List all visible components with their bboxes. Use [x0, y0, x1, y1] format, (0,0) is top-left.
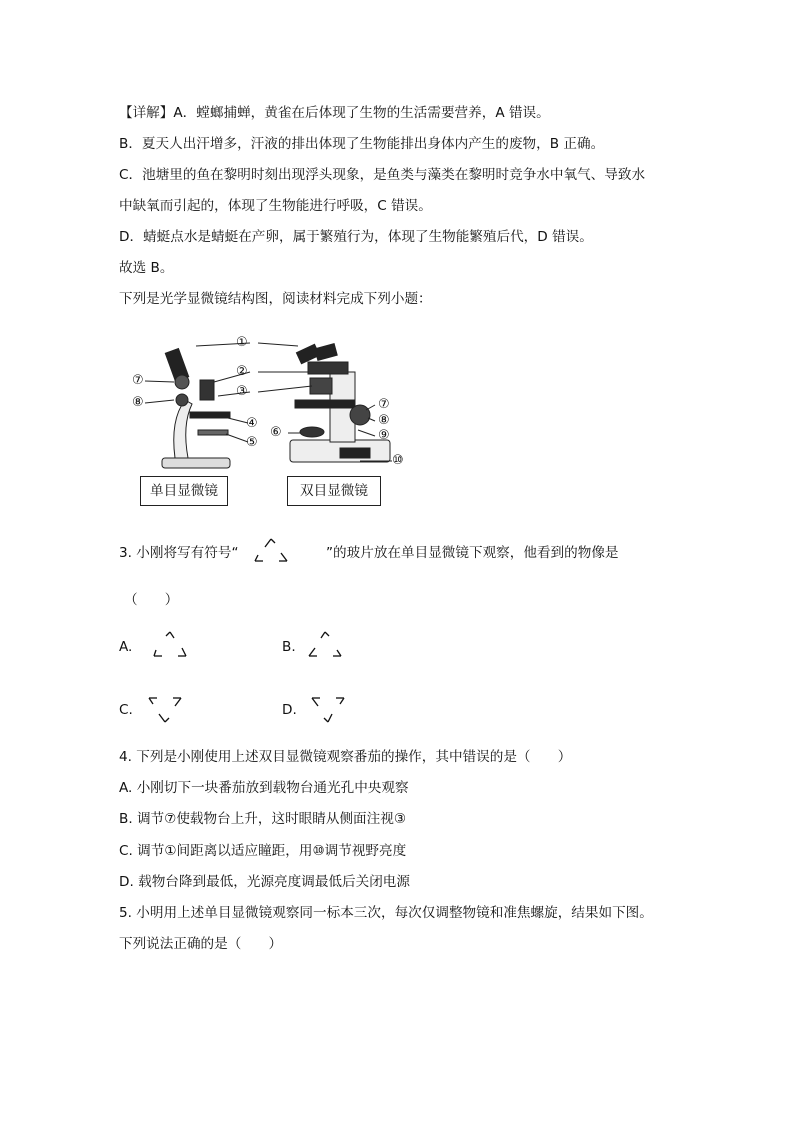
explanation-line-2: B．夏天人出汗增多，汗液的排出体现了生物能排出身体内产生的废物，B 正确。 — [119, 136, 605, 152]
q3-stem-b: ”的玻片放在单目显微镜下观察，他看到的物像是 — [326, 545, 619, 561]
q4-option-d: D. 载物台降到最低，光源亮度调最低后关闭电源 — [119, 874, 410, 890]
q3-option-d-label: D. — [282, 702, 297, 718]
q3-option-b-label: B. — [282, 639, 296, 655]
q4-option-c: C. 调节①间距离以适应瞳距，用⑩调节视野亮度 — [119, 843, 407, 859]
explanation-line-4: 中缺氧而引起的，体现了生物能进行呼吸，C 错误。 — [119, 198, 432, 214]
label-7-bino: ⑦ — [378, 397, 390, 412]
q5-stem-line-1: 5. 小明用上述单目显微镜观察同一标本三次，每次仅调整物镜和准焦螺旋，结果如下图。 — [119, 905, 653, 921]
label-3: ③ — [236, 384, 248, 399]
q3-option-a-symbol — [150, 628, 190, 660]
explanation-line-1: 【详解】A．螳螂捕蝉，黄雀在后体现了生物的生活需要营养，A 错误。 — [119, 105, 550, 121]
label-5: ⑤ — [246, 435, 258, 450]
label-8-bino: ⑧ — [378, 413, 390, 428]
q4-stem: 4. 下列是小刚使用上述双目显微镜观察番茄的操作，其中错误的是（ ） — [119, 749, 572, 765]
explanation-line-6: 故选 B。 — [119, 260, 174, 276]
q3-stem-a: 3. 小刚将写有符号“ — [119, 545, 239, 561]
explanation-line-5: D．蜻蜓点水是蜻蜓在产卵，属于繁殖行为，体现了生物能繁殖后代，D 错误。 — [119, 229, 593, 245]
material-intro: 下列是光学显微镜结构图，阅读材料完成下列小题： — [119, 291, 432, 307]
explanation-line-3: C．池塘里的鱼在黎明时刻出现浮头现象，是鱼类与藻类在黎明时竞争水中氧气、导致水 — [119, 167, 646, 183]
q3-option-d-symbol — [308, 692, 348, 726]
label-8-mono: ⑧ — [132, 395, 144, 410]
label-10: ⑩ — [392, 453, 404, 468]
label-4: ④ — [246, 416, 258, 431]
label-9: ⑨ — [378, 428, 390, 443]
q4-option-b: B. 调节⑦使载物台上升，这时眼睛从侧面注视③ — [119, 811, 407, 827]
label-6: ⑥ — [270, 425, 282, 440]
q3-option-c-label: C. — [119, 702, 133, 718]
q4-option-a: A. 小刚切下一块番茄放到载物台通光孔中央观察 — [119, 780, 409, 796]
q3-paren: （ ） — [124, 592, 179, 608]
label-2: ② — [236, 364, 248, 379]
bino-microscope-label: 双目显微镜 — [287, 476, 381, 506]
mono-microscope-label: 单目显微镜 — [140, 476, 228, 506]
q3-option-a-label: A. — [119, 639, 133, 655]
q3-option-c-symbol — [145, 692, 185, 726]
q3-symbol — [251, 535, 291, 567]
q3-option-b-symbol — [305, 628, 345, 660]
label-1: ① — [236, 335, 248, 350]
q5-stem-line-2: 下列说法正确的是（ ） — [119, 936, 283, 952]
label-7-mono: ⑦ — [132, 373, 144, 388]
